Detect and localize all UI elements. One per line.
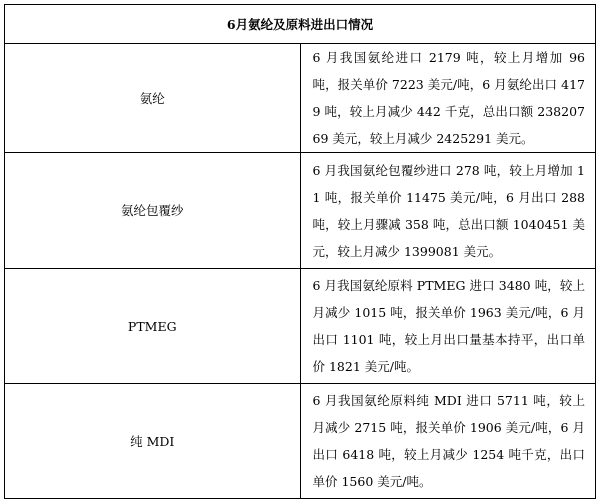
row-label-ptmeg: PTMEG xyxy=(5,269,301,384)
row-text-ptmeg: 6 月我国氨纶原料 PTMEG 进口 3480 吨，较上月减少 1015 吨，报关单价 1963 美元/吨，6 月出口 1101 吨，较上月出口量基本持平，出口单价 1821 美元/吨。 xyxy=(300,269,596,384)
row-label-spandex: 氨纶 xyxy=(5,44,301,153)
row-label-covered-yarn: 氨纶包覆纱 xyxy=(5,153,301,269)
table-row xyxy=(5,384,596,499)
table-row xyxy=(5,153,596,269)
row-text-pure-mdi: 6 月我国氨纶原料纯 MDI 进口 5711 吨，较上月减少 2715 吨，报关单价 1906 美元/吨，6 月出口 6418 吨，较上月减少 1254 吨千克，出口单价 1560 美元/吨。 xyxy=(300,384,596,499)
import-export-report xyxy=(4,4,596,489)
row-text-spandex: 6 月我国氨纶进口 2179 吨，较上月增加 96 吨，报关单价 7223 美元/吨，6 月氨纶出口 4179 吨，较上月减少 442 千克，总出口额 23820769 美元，较上月减少 2425291 美元。 xyxy=(300,44,596,153)
title-row xyxy=(5,5,596,44)
report-title: 6月氨纶及原料进出口情况 xyxy=(5,5,596,44)
row-label-pure-mdi: 纯 MDI xyxy=(5,384,301,499)
table-row xyxy=(5,44,596,153)
row-text-covered-yarn: 6 月我国氨纶包覆纱进口 278 吨，较上月增加 11 吨，报关单价 11475 美元/吨，6 月出口 288 吨，较上月骤减 358 吨，总出口额 1040451 美元，较上月减少 1399081 美元。 xyxy=(300,153,596,269)
report-table xyxy=(4,4,596,499)
table-row xyxy=(5,269,596,384)
